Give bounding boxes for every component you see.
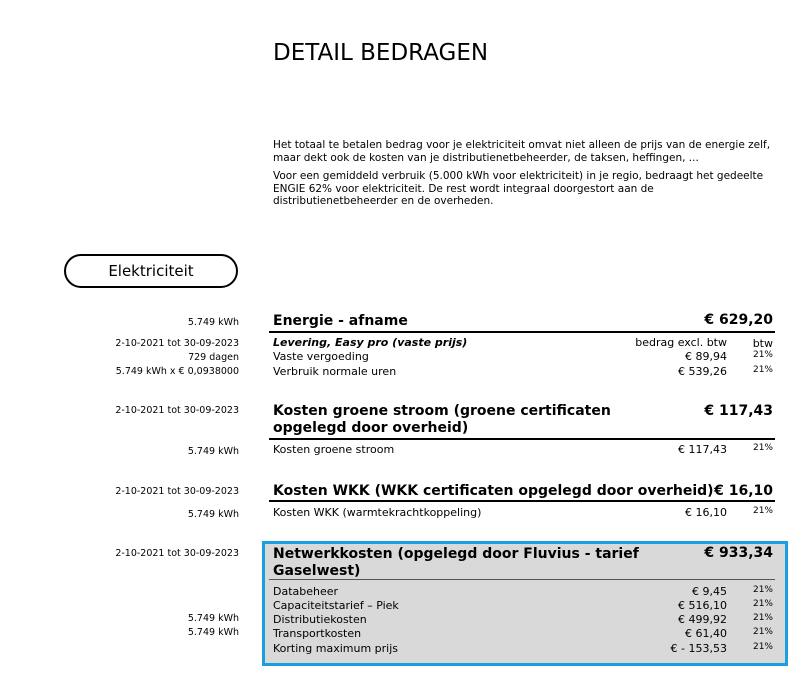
groene-title: Kosten groene stroom (groene certificaten opgelegd door overheid) [273, 403, 611, 436]
netwerk-row-label: Databeheer [273, 585, 339, 598]
groene-row-value: € 117,43 [678, 443, 727, 456]
netwerk-row-btw: 21% [752, 585, 773, 595]
netwerk-row-value: € 9,45 [692, 585, 727, 598]
wkk-divider [269, 500, 775, 502]
wkk-row-value: € 16,10 [685, 506, 727, 519]
netwerk-divider [269, 579, 775, 580]
energie-left-kwh: 5.749 kWh [187, 317, 239, 328]
netwerk-row-label: Transportkosten [273, 627, 362, 640]
netwerk-left-kwh: 5.749 kWh [187, 613, 239, 624]
wkk-left-period: 2-10-2021 tot 30-09-2023 [115, 486, 239, 497]
wkk-title: Kosten WKK (WKK certificaten opgelegd door overheid) [273, 483, 714, 499]
energie-title: Energie - afname [273, 313, 408, 329]
page-title: DETAIL BEDRAGEN [273, 40, 489, 66]
energie-row-btw: 21% [752, 365, 773, 375]
energie-row-value: € 539,26 [678, 365, 727, 378]
wkk-amount: € 16,10 [714, 483, 773, 499]
groene-amount: € 117,43 [704, 403, 773, 419]
netwerk-row-value: € - 153,53 [670, 642, 727, 655]
energie-row-label: Verbruik normale uren [273, 365, 397, 378]
netwerk-row-btw: 21% [752, 642, 773, 652]
energie-subheader: Levering, Easy pro (vaste prijs) [273, 336, 468, 349]
groene-left-kwh: 5.749 kWh [187, 446, 239, 457]
energie-left-period: 2-10-2021 tot 30-09-2023 [115, 338, 239, 349]
netwerk-row-label: Capaciteitstarief – Piek [273, 599, 399, 612]
energie-divider [269, 331, 775, 333]
netwerk-row-value: € 516,10 [678, 599, 727, 612]
netwerk-left-kwh: 5.749 kWh [187, 627, 239, 638]
groene-row-btw: 21% [752, 443, 773, 453]
netwerk-row-label: Distributiekosten [273, 613, 367, 626]
netwerk-left-period: 2-10-2021 tot 30-09-2023 [115, 548, 239, 559]
netwerk-row-btw: 21% [752, 627, 773, 637]
energie-row-value: € 89,94 [685, 350, 727, 363]
netwerk-title: Netwerkkosten (opgelegd door Fluvius - tarief Gaselwest) [273, 546, 639, 579]
netwerk-row-btw: 21% [752, 599, 773, 609]
energie-row-btw: 21% [752, 350, 773, 360]
category-pill: Elektriciteit [64, 254, 238, 288]
energie-amount: € 629,20 [704, 312, 773, 328]
energie-left-days: 729 dagen [188, 352, 239, 363]
col-header-btw: btw [752, 337, 773, 350]
netwerk-row-value: € 499,92 [678, 613, 727, 626]
netwerk-row-value: € 61,40 [685, 627, 727, 640]
intro-paragraph-1: Het totaal te betalen bedrag voor je elektriciteit omvat niet alleen de prijs van de energie zelf, maar dekt ook de kosten van je distributienetbeheerder, de taksen, heffingen, ... [273, 139, 771, 164]
wkk-left-kwh: 5.749 kWh [187, 509, 239, 520]
netwerk-row-label: Korting maximum prijs [273, 642, 399, 655]
col-header-excl: bedrag excl. btw [635, 336, 727, 349]
groene-divider [269, 438, 775, 440]
energie-left-calc: 5.749 kWh x € 0,0938000 [115, 366, 239, 377]
wkk-row-label: Kosten WKK (warmtekrachtkoppeling) [273, 506, 482, 519]
groene-left-period: 2-10-2021 tot 30-09-2023 [115, 405, 239, 416]
netwerk-row-btw: 21% [752, 613, 773, 623]
netwerk-amount: € 933,34 [704, 545, 773, 561]
groene-row-label: Kosten groene stroom [273, 443, 395, 456]
wkk-row-btw: 21% [752, 506, 773, 516]
energie-row-label: Vaste vergoeding [273, 350, 369, 363]
intro-paragraph-2: Voor een gemiddeld verbruik (5.000 kWh voor elektriciteit) in je regio, bedraagt het gedeelte ENGIE 62% voor elektriciteit. De rest wordt integraal doorgestort aan de distributienetbeheerder en de overheden. [273, 170, 764, 207]
